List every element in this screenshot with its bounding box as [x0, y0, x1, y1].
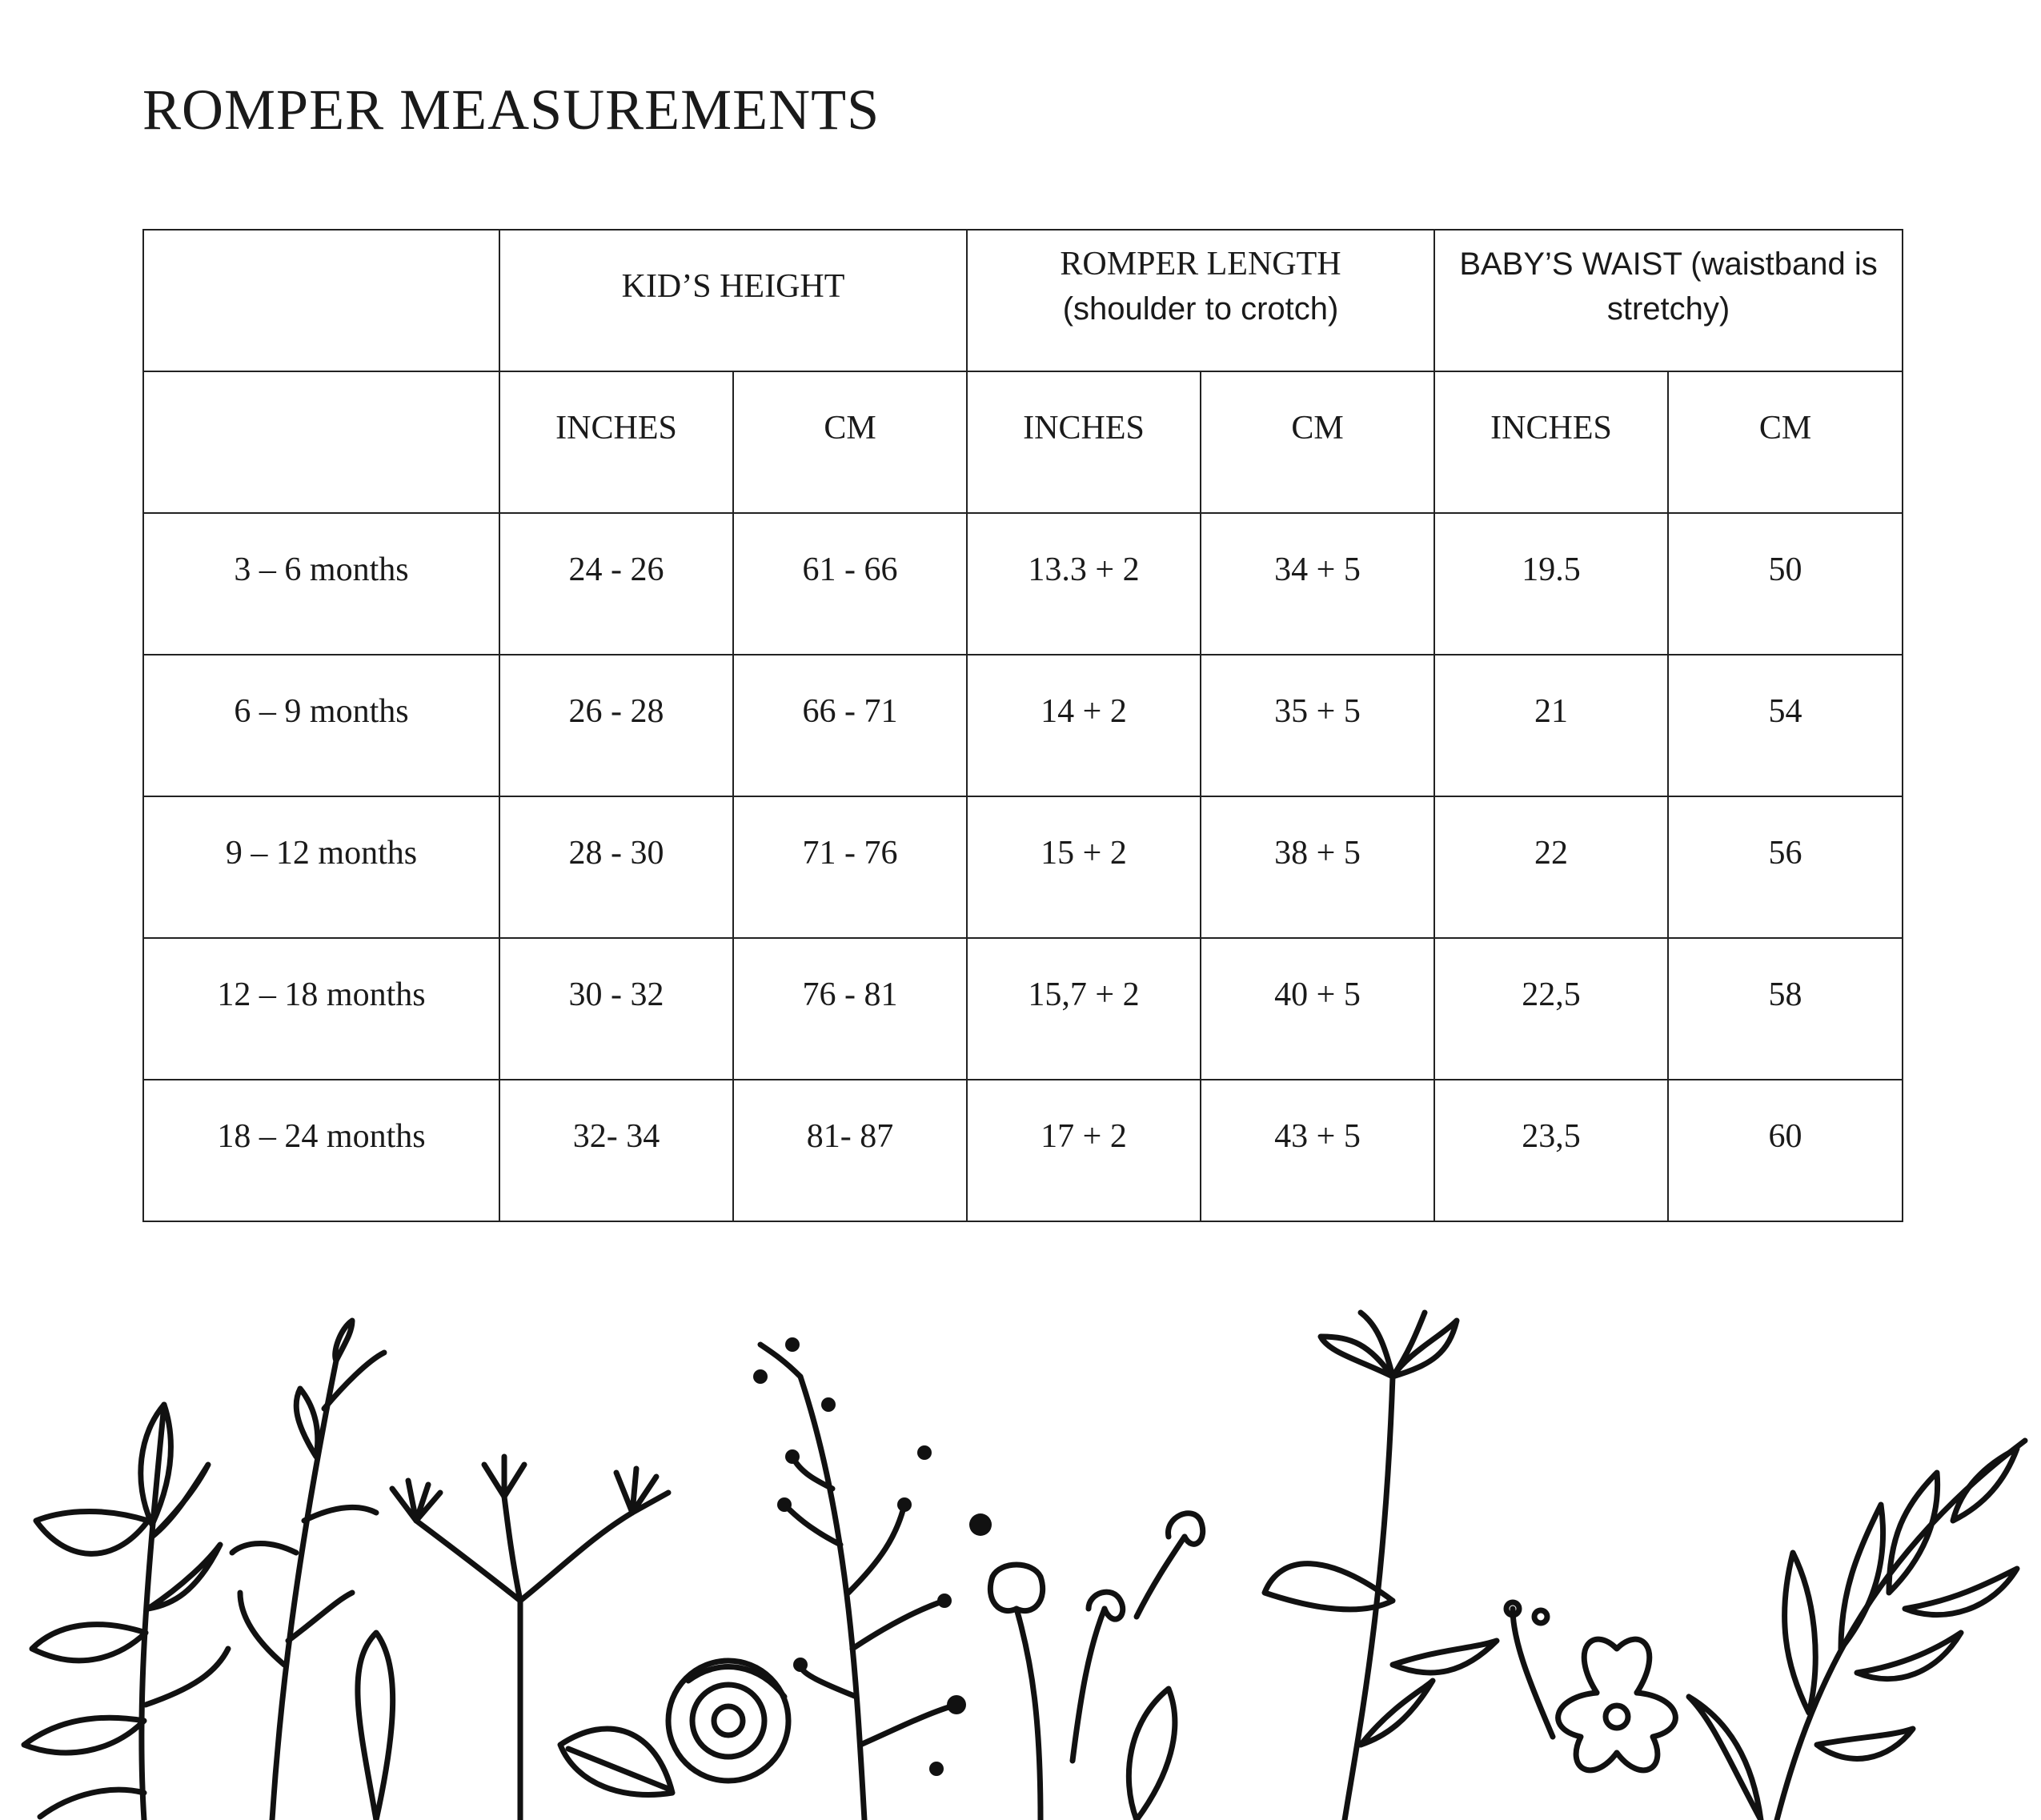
table-row: [143, 938, 1903, 1080]
kids-height-header: KID’S HEIGHT: [499, 230, 967, 371]
height-inches: 26 - 28: [499, 655, 733, 796]
fern-right-icon: [1689, 1441, 2025, 1820]
length-inches: 15 + 2: [967, 796, 1201, 938]
length-cm: 34 + 5: [1201, 513, 1434, 655]
waist-cm: 56: [1668, 796, 1903, 938]
size-chart-table: [142, 229, 1903, 1222]
waist-inches: 22,5: [1434, 938, 1668, 1080]
height-cm: 76 - 81: [733, 938, 967, 1080]
star-flower-icon: [1506, 1602, 1675, 1770]
height-cm: 71 - 76: [733, 796, 967, 938]
height-inches: 24 - 26: [499, 513, 733, 655]
lily-flower-icon: [1265, 1313, 1497, 1820]
waist-inches: 22: [1434, 796, 1668, 938]
length-inches: 14 + 2: [967, 655, 1201, 796]
table-row: [143, 796, 1903, 938]
height-inches: 32- 34: [499, 1080, 733, 1221]
empty-header-cell: [143, 371, 499, 513]
waist-inches: 21: [1434, 655, 1668, 796]
unit-header: CM: [1201, 371, 1434, 513]
length-inches: 13.3 + 2: [967, 513, 1201, 655]
dandelion-icon: [358, 1457, 668, 1820]
romper-length-note: (shoulder to crotch): [1062, 291, 1339, 327]
fern-left-icon: [24, 1405, 228, 1820]
length-cm: 40 + 5: [1201, 938, 1434, 1080]
unit-header: INCHES: [499, 371, 733, 513]
size-label: 18 – 24 months: [143, 1080, 499, 1221]
size-label: 3 – 6 months: [143, 513, 499, 655]
height-inches: 28 - 30: [499, 796, 733, 938]
height-cm: 81- 87: [733, 1080, 967, 1221]
length-cm: 38 + 5: [1201, 796, 1434, 938]
romper-length-title: ROMPER LENGTH: [1060, 245, 1341, 283]
table-row: [143, 1080, 1903, 1221]
rose-icon: [560, 1661, 788, 1795]
tulip-bud-icon: [990, 1513, 1202, 1820]
waist-inches: 19.5: [1434, 513, 1668, 655]
babys-waist-header: BABY’S WAIST (waistband is stretchy): [1434, 230, 1903, 371]
length-cm: 43 + 5: [1201, 1080, 1434, 1221]
group-header-row: [143, 230, 1903, 371]
unit-header: CM: [733, 371, 967, 513]
unit-header: INCHES: [967, 371, 1201, 513]
length-inches: 15,7 + 2: [967, 938, 1201, 1080]
romper-length-header: [967, 230, 1434, 371]
size-label: 9 – 12 months: [143, 796, 499, 938]
length-inches: 17 + 2: [967, 1080, 1201, 1221]
waist-cm: 60: [1668, 1080, 1903, 1221]
waist-cm: 54: [1668, 655, 1903, 796]
botanical-line-art-icon: [0, 1273, 2041, 1820]
waist-cm: 50: [1668, 513, 1903, 655]
table-row: [143, 655, 1903, 796]
size-label: 12 – 18 months: [143, 938, 499, 1080]
unit-header: CM: [1668, 371, 1903, 513]
berry-branch-icon: [753, 1337, 992, 1820]
unit-header-row: [143, 371, 1903, 513]
height-inches: 30 - 32: [499, 938, 733, 1080]
unit-header: INCHES: [1434, 371, 1668, 513]
height-cm: 61 - 66: [733, 513, 967, 655]
height-cm: 66 - 71: [733, 655, 967, 796]
size-label: 6 – 9 months: [143, 655, 499, 796]
empty-header-cell: [143, 230, 499, 371]
waist-inches: 23,5: [1434, 1080, 1668, 1221]
table-row: [143, 513, 1903, 655]
page-title: ROMPER MEASUREMENTS: [142, 78, 880, 142]
length-cm: 35 + 5: [1201, 655, 1434, 796]
waist-cm: 58: [1668, 938, 1903, 1080]
